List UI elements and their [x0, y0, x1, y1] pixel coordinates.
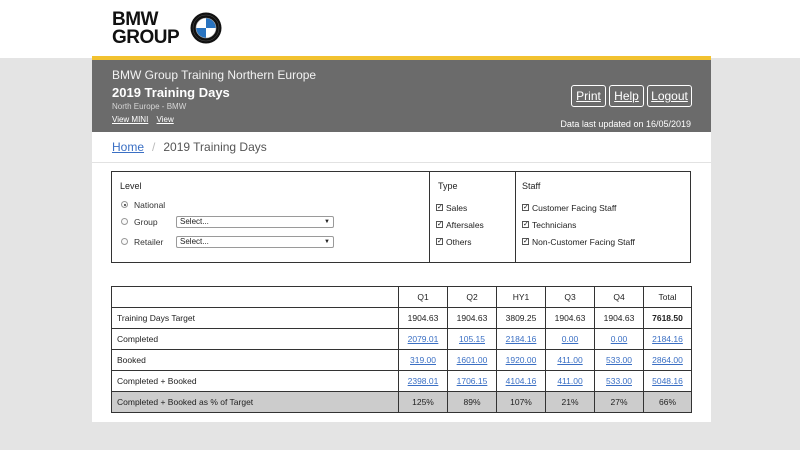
breadcrumb-separator: / — [152, 140, 156, 154]
radio-icon[interactable] — [121, 218, 128, 225]
cell-link[interactable]: 4104.16 — [505, 376, 537, 386]
cell-link[interactable]: 319.00 — [410, 355, 436, 365]
table-cell: 1904.63 — [546, 308, 595, 329]
dropdown-arrow-icon: ▼ — [324, 239, 330, 245]
table-cell — [448, 350, 497, 371]
type-filter — [430, 172, 516, 262]
table-cell — [448, 371, 497, 392]
cell-link[interactable]: 533.00 — [606, 355, 632, 365]
row-label: Completed — [112, 329, 399, 350]
column-header-q3: Q3 — [546, 287, 595, 308]
radio-national[interactable]: National — [121, 198, 165, 212]
filter-panel — [111, 171, 691, 263]
table-cell — [546, 371, 595, 392]
logout-button[interactable]: Logout — [647, 85, 692, 107]
main-content — [92, 132, 711, 422]
column-header — [112, 287, 399, 308]
cell-link[interactable]: 1920.00 — [505, 355, 537, 365]
column-header-q4: Q4 — [595, 287, 644, 308]
column-header-q1: Q1 — [399, 287, 448, 308]
cell-link[interactable]: 2079.01 — [407, 334, 439, 344]
table-cell-total — [644, 329, 692, 350]
table-cell — [595, 329, 644, 350]
checkbox-checked-icon[interactable]: ✓ — [437, 221, 443, 229]
table-cell-total: 7618.50 — [644, 308, 692, 329]
table-header-row — [112, 287, 692, 308]
table-row — [112, 371, 692, 392]
view-mini-link[interactable]: View MINI — [112, 115, 149, 124]
table-cell — [497, 371, 546, 392]
cell-link[interactable]: 1706.15 — [456, 376, 488, 386]
checkbox-others[interactable]: ✓ Others — [437, 237, 472, 247]
row-label: Training Days Target — [112, 308, 399, 329]
group-select[interactable]: Select... ▼ — [176, 216, 334, 228]
bmw-roundel-icon — [190, 12, 222, 44]
cell-link[interactable]: 5048.16 — [652, 376, 683, 386]
cell-link[interactable]: 2184.16 — [505, 334, 537, 344]
checkbox-checked-icon[interactable]: ✓ — [523, 204, 529, 212]
level-filter — [112, 172, 430, 262]
table-cell — [595, 371, 644, 392]
checkbox-checked-icon[interactable]: ✓ — [523, 221, 529, 229]
table-cell: 3809.25 — [497, 308, 546, 329]
table-cell: 107% — [497, 392, 546, 413]
last-updated: Data last updated on 16/05/2019 — [560, 119, 691, 129]
row-label: Completed + Booked — [112, 371, 399, 392]
dropdown-arrow-icon: ▼ — [324, 219, 330, 225]
table-cell: 125% — [399, 392, 448, 413]
cell-link[interactable]: 1601.00 — [456, 355, 488, 365]
table-cell: 1904.63 — [399, 308, 448, 329]
cell-link[interactable]: 2864.00 — [652, 355, 683, 365]
table-cell: 21% — [546, 392, 595, 413]
checkbox-checked-icon[interactable]: ✓ — [437, 238, 443, 246]
column-header-hy1: HY1 — [497, 287, 546, 308]
cell-link[interactable]: 2184.16 — [652, 334, 683, 344]
cell-link[interactable]: 411.00 — [557, 355, 583, 365]
table-cell — [399, 329, 448, 350]
table-cell — [497, 350, 546, 371]
table-cell — [546, 329, 595, 350]
header-links — [112, 115, 180, 124]
breadcrumb-home[interactable]: Home — [112, 140, 145, 154]
checkbox-sales[interactable]: ✓ Sales — [437, 203, 468, 213]
help-button[interactable]: Help — [609, 85, 644, 107]
radio-selected-icon[interactable] — [121, 201, 128, 208]
page-title: 2019 Training Days — [112, 85, 230, 100]
row-label: Booked — [112, 350, 399, 371]
column-header-total: Total — [644, 287, 692, 308]
view-link[interactable]: View — [156, 115, 174, 124]
radio-group[interactable]: Group — [121, 215, 158, 229]
training-days-table — [111, 286, 692, 413]
table-row — [112, 392, 692, 413]
retailer-select[interactable]: Select... ▼ — [176, 236, 334, 248]
cell-link[interactable]: 411.00 — [557, 376, 583, 386]
table-cell — [595, 350, 644, 371]
region-label: North Europe - BMW — [112, 102, 187, 111]
table-cell: 89% — [448, 392, 497, 413]
table-cell: 1904.63 — [595, 308, 644, 329]
table-cell: 27% — [595, 392, 644, 413]
checkbox-non-customer-facing[interactable]: ✓ Non-Customer Facing Staff — [523, 237, 635, 247]
level-label: Level — [120, 181, 142, 191]
cell-link[interactable]: 105.15 — [459, 334, 485, 344]
cell-link[interactable]: 533.00 — [606, 376, 632, 386]
table-row — [112, 350, 692, 371]
cell-link[interactable]: 2398.01 — [407, 376, 439, 386]
table-cell-total — [644, 371, 692, 392]
bmw-group-logo: BMW GROUP — [112, 9, 180, 48]
table-row — [112, 329, 692, 350]
checkbox-checked-icon[interactable]: ✓ — [437, 204, 443, 212]
table-cell: 1904.63 — [448, 308, 497, 329]
top-bar — [0, 0, 800, 58]
checkbox-aftersales[interactable]: ✓ Aftersales — [437, 220, 484, 230]
page-header — [92, 60, 711, 132]
checkbox-checked-icon[interactable]: ✓ — [523, 238, 529, 246]
checkbox-technicians[interactable]: ✓ Technicians — [523, 220, 577, 230]
divider — [92, 162, 711, 163]
table-cell-total: 66% — [644, 392, 692, 413]
cell-link[interactable]: 0.00 — [610, 334, 628, 344]
type-label: Type — [438, 181, 458, 191]
table-cell — [546, 350, 595, 371]
staff-label: Staff — [522, 181, 541, 191]
table-cell — [497, 329, 546, 350]
table-cell-total — [644, 350, 692, 371]
table-cell — [399, 350, 448, 371]
breadcrumb — [112, 140, 267, 154]
column-header-q2: Q2 — [448, 287, 497, 308]
table-row — [112, 308, 692, 329]
table-cell — [399, 371, 448, 392]
radio-retailer[interactable]: Retailer — [121, 235, 163, 249]
row-label: Completed + Booked as % of Target — [112, 392, 399, 413]
org-name: BMW Group Training Northern Europe — [112, 68, 317, 82]
print-button[interactable]: Print — [571, 85, 606, 107]
breadcrumb-current: 2019 Training Days — [163, 140, 267, 154]
checkbox-customer-facing[interactable]: ✓ Customer Facing Staff — [523, 203, 617, 213]
cell-link[interactable]: 0.00 — [561, 334, 579, 344]
staff-filter — [516, 172, 690, 262]
table-cell — [448, 329, 497, 350]
radio-icon[interactable] — [121, 238, 128, 245]
